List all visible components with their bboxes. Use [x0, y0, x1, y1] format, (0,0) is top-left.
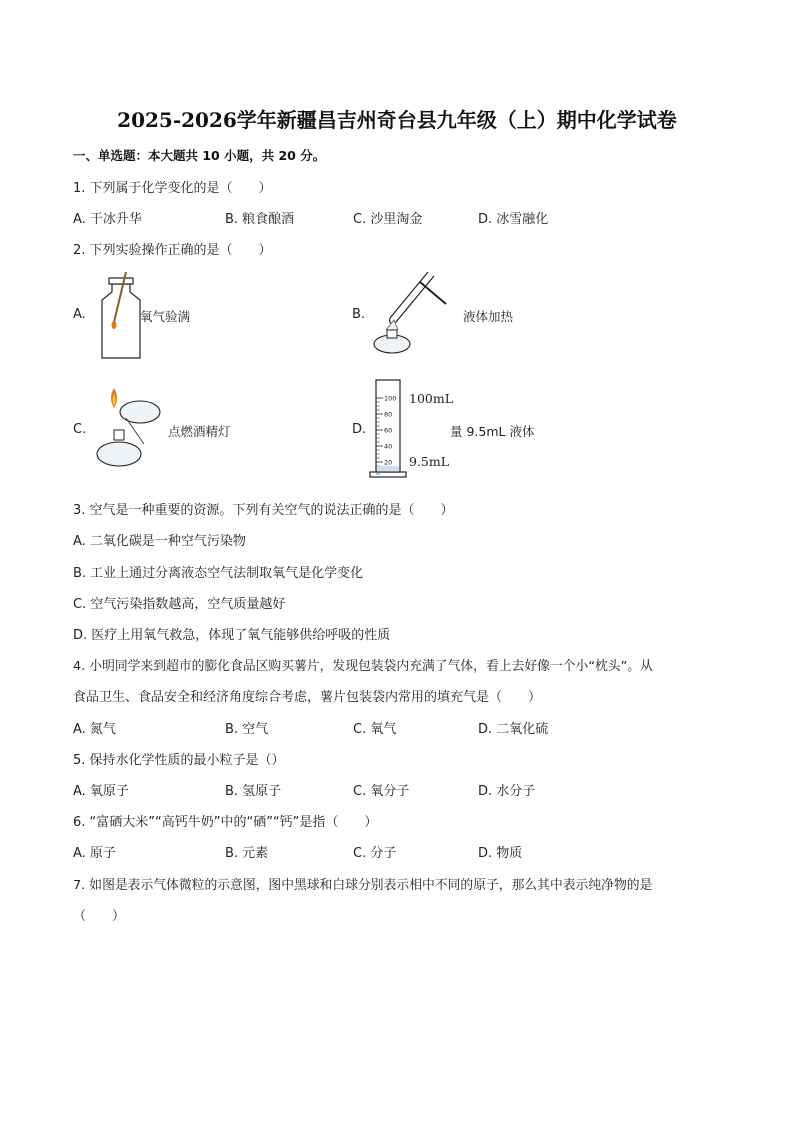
q6-option-c: C. 分子 — [353, 846, 397, 861]
q2-option-d-letter: D. — [352, 422, 367, 437]
question-5-stem: 5. 保持水化学性质的最小粒子是（） — [73, 753, 285, 768]
q3-option-d: D. 医疗上用氧气救急，体现了氧气能够供给呼吸的性质 — [73, 628, 391, 643]
q5-option-b: B. 氢原子 — [225, 784, 282, 799]
question-7-stem-line2: （ ） — [73, 909, 126, 924]
q2-option-c-letter: C. — [73, 422, 87, 437]
q2-option-d-caption: 量 9.5mL 液体 — [450, 424, 535, 439]
q6-option-d: D. 物质 — [478, 846, 523, 861]
q3-option-c: C. 空气污染指数越高，空气质量越好 — [73, 597, 286, 612]
q4-option-c: C. 氧气 — [353, 722, 397, 737]
section-heading: 一、单选题：本大题共 10 小题，共 20 分。 — [73, 148, 326, 163]
q1-option-d: D. 冰雪融化 — [478, 212, 549, 227]
q4-option-a: A. 氮气 — [73, 722, 116, 737]
question-4-stem-line2: 食品卫生、食品安全和经济角度综合考虑，薯片包装袋内常用的填充气是（ ） — [73, 690, 542, 705]
q4-option-b: B. 空气 — [225, 722, 269, 737]
question-4-stem-line1: 4. 小明同学来到超市的膨化食品区购买薯片，发现包装袋内充满了气体，看上去好像一个小“枕头”。从 — [73, 659, 653, 674]
q5-option-d: D. 水分子 — [478, 784, 536, 799]
liquid-heating-illustration — [368, 268, 463, 360]
question-3-stem: 3. 空气是一种重要的资源。下列有关空气的说法正确的是（ ） — [73, 503, 454, 518]
cylinder-bottom-label: 9.5mL — [409, 454, 450, 469]
q2-option-a-letter: A. — [73, 307, 86, 322]
cylinder-liquid — [377, 466, 399, 472]
q3-option-b: B. 工业上通过分离液态空气法制取氧气是化学变化 — [73, 566, 364, 581]
cylinder-tick-label: 60 — [384, 426, 393, 435]
q6-option-a: A. 原子 — [73, 846, 116, 861]
q3-option-a: A. 二氧化碳是一种空气污染物 — [73, 534, 246, 549]
question-1-stem: 1. 下列属于化学变化的是（ ） — [73, 181, 272, 196]
question-7-stem-line1: 7. 如图是表示气体微粒的示意图，图中黑球和白球分别表示相中不同的原子，那么其中表示纯净物的是 — [73, 878, 653, 893]
q6-option-b: B. 元素 — [225, 846, 269, 861]
exam-title: 2025-2026学年新疆昌吉州奇台县九年级（上）期中化学试卷 — [117, 108, 677, 132]
question-2-stem: 2. 下列实验操作正确的是（ ） — [73, 243, 272, 258]
cylinder-tick-label: 80 — [384, 410, 393, 419]
q4-option-d: D. 二氧化硫 — [478, 722, 549, 737]
q2-option-b-caption: 液体加热 — [463, 309, 514, 324]
q1-option-c: C. 沙里淘金 — [353, 212, 423, 227]
cylinder-tick-label: 20 — [384, 458, 393, 467]
q1-option-b: B. 粮食酿酒 — [225, 212, 295, 227]
q2-option-c-caption: 点燃酒精灯 — [168, 424, 231, 439]
lighting-alcohol-lamp-illustration — [88, 384, 168, 474]
cylinder-tick-label: 100 — [384, 394, 397, 403]
q2-option-b-letter: B. — [352, 307, 366, 322]
q5-option-a: A. 氧原子 — [73, 784, 129, 799]
q1-option-a: A. 干冰升华 — [73, 212, 142, 227]
measuring-cylinder-illustration — [368, 376, 408, 480]
question-6-stem: 6. “富硒大米”“高钙牛奶”中的“硒”“钙”是指（ ） — [73, 815, 378, 830]
q5-option-c: C. 氧分子 — [353, 784, 410, 799]
cylinder-tick-label: 40 — [384, 442, 393, 451]
q2-option-a-caption: 氧气验满 — [140, 309, 191, 324]
cylinder-top-label: 100mL — [409, 391, 454, 406]
